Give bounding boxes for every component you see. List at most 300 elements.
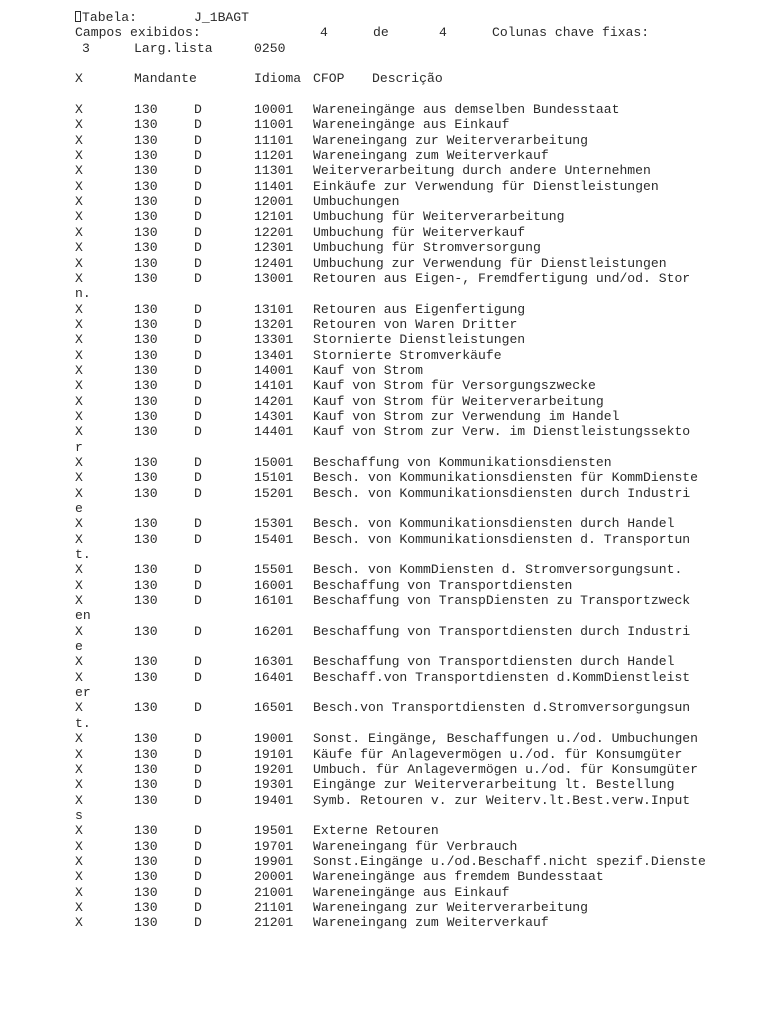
- cell-idioma: D: [194, 700, 202, 716]
- cell-x: X: [75, 332, 83, 348]
- cell-descricao: Beschaffung von TranspDiensten zu Transportzweck: [313, 593, 691, 609]
- cell-idioma: D: [194, 362, 202, 378]
- cell-idioma: D: [194, 132, 202, 148]
- cell-mandante: 130: [134, 347, 158, 363]
- cell-descricao: Stornierte Stromverkäufe: [313, 347, 502, 363]
- cell-x: X: [75, 209, 83, 225]
- cell-mandante: 130: [134, 777, 158, 793]
- cell-x: X: [75, 915, 83, 931]
- cell-mandante: 130: [134, 792, 158, 808]
- table-row: [75, 578, 755, 593]
- cell-cfop: 15501: [254, 562, 294, 578]
- cell-cfop: 16401: [254, 669, 294, 685]
- cell-mandante: 130: [134, 915, 158, 931]
- cell-mandante: 130: [134, 332, 158, 348]
- cell-descricao: Kauf von Strom für Weiterverarbeitung: [313, 393, 604, 409]
- cell-mandante: 130: [134, 654, 158, 670]
- cell-x: X: [75, 823, 83, 839]
- cell-x: X: [75, 194, 83, 210]
- cell-cfop: 10001: [254, 102, 294, 118]
- cell-mandante: 130: [134, 194, 158, 210]
- checkbox-icon: [75, 11, 81, 22]
- cell-mandante: 130: [134, 255, 158, 271]
- cell-mandante: 130: [134, 378, 158, 394]
- cell-x: X: [75, 270, 83, 286]
- cell-idioma: D: [194, 915, 202, 931]
- cell-cfop: 15401: [254, 531, 294, 547]
- cell-x: X: [75, 163, 83, 179]
- cell-idioma: D: [194, 332, 202, 348]
- row-wrap-continuation: [75, 440, 755, 455]
- larg-label: Larg.lista: [134, 40, 213, 56]
- cell-mandante: 130: [134, 270, 158, 286]
- cell-idioma: D: [194, 347, 202, 363]
- cell-mandante: 130: [134, 516, 158, 532]
- cell-cfop: 14001: [254, 362, 294, 378]
- cell-idioma: D: [194, 454, 202, 470]
- cell-idioma: D: [194, 178, 202, 194]
- wrap-text: er: [75, 685, 91, 701]
- table-row: [75, 240, 755, 255]
- cell-idioma: D: [194, 531, 202, 547]
- cell-cfop: 19901: [254, 853, 294, 869]
- cell-descricao: Beschaffung von Transportdiensten durch Industri: [313, 623, 691, 639]
- table-row: [75, 256, 755, 271]
- cell-x: X: [75, 577, 83, 593]
- cell-idioma: D: [194, 424, 202, 440]
- cell-descricao: Besch. von Kommunikationsdiensten durch Industri: [313, 485, 691, 501]
- tabela-label-group: [75, 10, 137, 25]
- sap-table-listing: [75, 10, 755, 931]
- cell-mandante: 130: [134, 132, 158, 148]
- cell-descricao: Besch. von Kommunikationsdiensten d. Transportun: [313, 531, 691, 547]
- cell-descricao: Umbuchung für Stromversorgung: [313, 240, 541, 256]
- cell-mandante: 130: [134, 316, 158, 332]
- cell-mandante: 130: [134, 362, 158, 378]
- cell-cfop: 13301: [254, 332, 294, 348]
- cell-idioma: D: [194, 869, 202, 885]
- cell-mandante: 130: [134, 531, 158, 547]
- cell-x: X: [75, 777, 83, 793]
- cell-x: X: [75, 516, 83, 532]
- cell-cfop: 19501: [254, 823, 294, 839]
- cell-cfop: 19001: [254, 731, 294, 747]
- table-row: [75, 117, 755, 132]
- cell-x: X: [75, 899, 83, 915]
- cell-idioma: D: [194, 654, 202, 670]
- cell-x: X: [75, 347, 83, 363]
- wrap-text: t.: [75, 715, 91, 731]
- cell-x: X: [75, 301, 83, 317]
- cell-mandante: 130: [134, 869, 158, 885]
- cell-x: X: [75, 316, 83, 332]
- cell-cfop: 13101: [254, 301, 294, 317]
- tabela-label: Tabela:: [82, 10, 138, 25]
- cell-descricao: Retouren aus Eigenfertigung: [313, 301, 526, 317]
- cell-descricao: Retouren von Waren Dritter: [313, 316, 518, 332]
- table-row: [75, 209, 755, 224]
- cell-mandante: 130: [134, 731, 158, 747]
- cell-mandante: 130: [134, 163, 158, 179]
- table-body: [75, 102, 755, 931]
- cell-cfop: 16101: [254, 593, 294, 609]
- cell-idioma: D: [194, 255, 202, 271]
- cell-x: X: [75, 378, 83, 394]
- cell-idioma: D: [194, 577, 202, 593]
- cell-x: X: [75, 761, 83, 777]
- cell-descricao: Umbuchung für Weiterverarbeitung: [313, 209, 565, 225]
- table-row: [75, 562, 755, 577]
- cell-descricao: Wareneingänge aus Einkauf: [313, 884, 510, 900]
- cell-idioma: D: [194, 316, 202, 332]
- cell-mandante: 130: [134, 899, 158, 915]
- table-row: [75, 317, 755, 332]
- cell-x: X: [75, 408, 83, 424]
- cell-cfop: 12201: [254, 224, 294, 240]
- row-wrap-continuation: [75, 685, 755, 700]
- cell-descricao: Wareneingang zur Weiterverarbeitung: [313, 132, 589, 148]
- cell-cfop: 19301: [254, 777, 294, 793]
- table-row: [75, 332, 755, 347]
- cell-idioma: D: [194, 240, 202, 256]
- cell-descricao: Beschaffung von Transportdiensten: [313, 577, 573, 593]
- cell-cfop: 14201: [254, 393, 294, 409]
- table-row: [75, 915, 755, 930]
- cell-x: X: [75, 454, 83, 470]
- col-header-idioma: Idioma: [254, 71, 302, 87]
- wrap-text: e: [75, 639, 83, 655]
- cell-mandante: 130: [134, 669, 158, 685]
- cell-x: X: [75, 117, 83, 133]
- cell-mandante: 130: [134, 761, 158, 777]
- cell-x: X: [75, 148, 83, 164]
- table-row: [75, 747, 755, 762]
- cell-descricao: Besch.von Transportdiensten d.Stromversorgungsun: [313, 700, 691, 716]
- cell-descricao: Einkäufe zur Verwendung für Dienstleistungen: [313, 178, 659, 194]
- cell-mandante: 130: [134, 485, 158, 501]
- cell-mandante: 130: [134, 240, 158, 256]
- cell-x: X: [75, 669, 83, 685]
- cell-x: X: [75, 792, 83, 808]
- cell-x: X: [75, 178, 83, 194]
- fixas-label: Colunas chave fixas:: [492, 25, 650, 41]
- column-header-row: [75, 71, 755, 86]
- table-row: [75, 102, 755, 117]
- cell-idioma: D: [194, 485, 202, 501]
- table-row: [75, 470, 755, 485]
- table-row: [75, 900, 755, 915]
- cell-cfop: 19101: [254, 746, 294, 762]
- cell-idioma: D: [194, 823, 202, 839]
- cell-x: X: [75, 255, 83, 271]
- cell-descricao: Umbuchung zur Verwendung für Dienstleistungen: [313, 255, 667, 271]
- table-row: [75, 225, 755, 240]
- cell-x: X: [75, 393, 83, 409]
- cell-cfop: 15201: [254, 485, 294, 501]
- campos-total: 4: [439, 25, 447, 41]
- cell-mandante: 130: [134, 393, 158, 409]
- table-row: [75, 593, 755, 608]
- cell-idioma: D: [194, 117, 202, 133]
- cell-x: X: [75, 424, 83, 440]
- table-row: [75, 133, 755, 148]
- cell-descricao: Wareneingang zur Weiterverarbeitung: [313, 899, 589, 915]
- col-header-descricao: Descrição: [372, 71, 443, 87]
- wrap-text: en: [75, 608, 91, 624]
- cell-descricao: Wareneingang zum Weiterverkauf: [313, 915, 549, 931]
- table-row: [75, 348, 755, 363]
- cell-idioma: D: [194, 163, 202, 179]
- cell-descricao: Besch. von KommDiensten d. Stromversorgungsunt.: [313, 562, 683, 578]
- cell-cfop: 21201: [254, 915, 294, 931]
- cell-cfop: 20001: [254, 869, 294, 885]
- table-row: [75, 302, 755, 317]
- table-row: [75, 424, 755, 439]
- table-row: [75, 486, 755, 501]
- header-line-campos: [75, 25, 755, 40]
- cell-descricao: Wareneingänge aus Einkauf: [313, 117, 510, 133]
- cell-idioma: D: [194, 408, 202, 424]
- table-row: [75, 885, 755, 900]
- cell-x: X: [75, 623, 83, 639]
- cell-descricao: Sonst.Eingänge u./od.Beschaff.nicht spezif.Dienste: [313, 853, 706, 869]
- cell-x: X: [75, 531, 83, 547]
- cell-x: X: [75, 700, 83, 716]
- table-row: [75, 777, 755, 792]
- cell-descricao: Wareneingang zum Weiterverkauf: [313, 148, 549, 164]
- row-wrap-continuation: [75, 547, 755, 562]
- cell-cfop: 16501: [254, 700, 294, 716]
- cell-cfop: 12401: [254, 255, 294, 271]
- cell-cfop: 13401: [254, 347, 294, 363]
- cell-mandante: 130: [134, 577, 158, 593]
- cell-mandante: 130: [134, 148, 158, 164]
- row-wrap-continuation: [75, 286, 755, 301]
- cell-cfop: 15101: [254, 470, 294, 486]
- table-row: [75, 670, 755, 685]
- cell-mandante: 130: [134, 823, 158, 839]
- cell-descricao: Kauf von Strom für Versorgungszwecke: [313, 378, 596, 394]
- cell-mandante: 130: [134, 884, 158, 900]
- cell-cfop: 11301: [254, 163, 294, 179]
- header-line-tabela: [75, 10, 755, 25]
- cell-idioma: D: [194, 224, 202, 240]
- cell-idioma: D: [194, 838, 202, 854]
- cell-descricao: Kauf von Strom: [313, 362, 424, 378]
- cell-cfop: 19701: [254, 838, 294, 854]
- cell-cfop: 12301: [254, 240, 294, 256]
- cell-cfop: 12001: [254, 194, 294, 210]
- table-row: [75, 624, 755, 639]
- cell-idioma: D: [194, 853, 202, 869]
- cell-idioma: D: [194, 393, 202, 409]
- table-row: [75, 516, 755, 531]
- table-row: [75, 854, 755, 869]
- cell-descricao: Eingänge zur Weiterverarbeitung lt. Bestellung: [313, 777, 675, 793]
- cell-cfop: 19201: [254, 761, 294, 777]
- cell-descricao: Wareneingänge aus demselben Bundesstaat: [313, 102, 620, 118]
- cell-x: X: [75, 485, 83, 501]
- table-row: [75, 378, 755, 393]
- cell-descricao: Stornierte Dienstleistungen: [313, 332, 526, 348]
- cell-x: X: [75, 562, 83, 578]
- cell-idioma: D: [194, 102, 202, 118]
- cell-descricao: Externe Retouren: [313, 823, 439, 839]
- cell-x: X: [75, 869, 83, 885]
- cell-mandante: 130: [134, 593, 158, 609]
- cell-mandante: 130: [134, 853, 158, 869]
- table-row: [75, 839, 755, 854]
- cell-x: X: [75, 470, 83, 486]
- col-header-cfop: CFOP: [313, 71, 345, 87]
- cell-cfop: 16201: [254, 623, 294, 639]
- cell-x: X: [75, 884, 83, 900]
- cell-cfop: 15001: [254, 454, 294, 470]
- table-row: [75, 409, 755, 424]
- table-row: [75, 731, 755, 746]
- cell-cfop: 15301: [254, 516, 294, 532]
- cell-mandante: 130: [134, 838, 158, 854]
- cell-descricao: Besch. von Kommunikationsdiensten für KommDienste: [313, 470, 699, 486]
- cell-idioma: D: [194, 792, 202, 808]
- table-row: [75, 148, 755, 163]
- cell-x: X: [75, 593, 83, 609]
- cell-descricao: Kauf von Strom zur Verw. im Dienstleistungssekto: [313, 424, 691, 440]
- cell-idioma: D: [194, 777, 202, 793]
- wrap-text: e: [75, 501, 83, 516]
- campos-shown: 4: [320, 25, 328, 41]
- cell-x: X: [75, 102, 83, 118]
- cell-idioma: D: [194, 746, 202, 762]
- cell-idioma: D: [194, 148, 202, 164]
- cell-idioma: D: [194, 562, 202, 578]
- blank-line: [75, 87, 755, 102]
- cell-x: X: [75, 746, 83, 762]
- cell-cfop: 14101: [254, 378, 294, 394]
- cell-cfop: 11401: [254, 178, 294, 194]
- campos-label: Campos exibidos:: [75, 25, 201, 41]
- cell-descricao: Weiterverarbeitung durch andere Unternehmen: [313, 163, 651, 179]
- cell-descricao: Kauf von Strom zur Verwendung im Handel: [313, 408, 620, 424]
- table-row: [75, 700, 755, 715]
- table-row: [75, 163, 755, 178]
- cell-mandante: 130: [134, 209, 158, 225]
- cell-mandante: 130: [134, 178, 158, 194]
- cell-idioma: D: [194, 669, 202, 685]
- col-header-x: X: [75, 71, 83, 87]
- table-row: [75, 793, 755, 808]
- cell-idioma: D: [194, 899, 202, 915]
- cell-cfop: 16301: [254, 654, 294, 670]
- row-wrap-continuation: [75, 808, 755, 823]
- cell-x: X: [75, 731, 83, 747]
- blank-line: [75, 56, 755, 71]
- cell-cfop: 13201: [254, 316, 294, 332]
- cell-mandante: 130: [134, 224, 158, 240]
- wrap-text: n.: [75, 286, 91, 302]
- cell-idioma: D: [194, 470, 202, 486]
- table-row: [75, 179, 755, 194]
- cell-descricao: Umbuchung für Weiterverkauf: [313, 224, 526, 240]
- cell-mandante: 130: [134, 470, 158, 486]
- cell-mandante: 130: [134, 301, 158, 317]
- cell-mandante: 130: [134, 746, 158, 762]
- cell-cfop: 14401: [254, 424, 294, 440]
- cell-idioma: D: [194, 731, 202, 747]
- cell-cfop: 16001: [254, 577, 294, 593]
- cell-x: X: [75, 240, 83, 256]
- cell-descricao: Käufe für Anlagevermögen u./od. für Konsumgüter: [313, 746, 683, 762]
- cell-idioma: D: [194, 209, 202, 225]
- table-row: [75, 194, 755, 209]
- cell-x: X: [75, 362, 83, 378]
- cell-cfop: 11201: [254, 148, 294, 164]
- cell-mandante: 130: [134, 700, 158, 716]
- cell-descricao: Retouren aus Eigen-, Fremdfertigung und/od. Stor: [313, 270, 691, 286]
- header-line-larg: [75, 41, 755, 56]
- cell-mandante: 130: [134, 562, 158, 578]
- cell-idioma: D: [194, 270, 202, 286]
- cell-descricao: Sonst. Eingänge, Beschaffungen u./od. Umbuchungen: [313, 731, 699, 747]
- cell-cfop: 14301: [254, 408, 294, 424]
- cell-cfop: 11001: [254, 117, 294, 133]
- cell-idioma: D: [194, 516, 202, 532]
- cell-idioma: D: [194, 884, 202, 900]
- table-row: [75, 532, 755, 547]
- cell-descricao: Besch. von Kommunikationsdiensten durch Handel: [313, 516, 675, 532]
- cell-descricao: Wareneingänge aus fremdem Bundesstaat: [313, 869, 604, 885]
- cell-idioma: D: [194, 761, 202, 777]
- cell-descricao: Symb. Retouren v. zur Weiterv.lt.Best.verw.Input: [313, 792, 691, 808]
- cell-descricao: Umbuchungen: [313, 194, 400, 210]
- row-wrap-continuation: [75, 608, 755, 623]
- fixas-value: 3: [82, 40, 90, 56]
- cell-cfop: 19401: [254, 792, 294, 808]
- cell-mandante: 130: [134, 623, 158, 639]
- cell-cfop: 21101: [254, 899, 294, 915]
- tabela-value: J_1BAGT: [194, 10, 250, 25]
- col-header-mandante: Mandante: [134, 71, 197, 87]
- cell-x: X: [75, 838, 83, 854]
- row-wrap-continuation: [75, 716, 755, 731]
- table-row: [75, 654, 755, 669]
- table-row: [75, 762, 755, 777]
- table-row: [75, 363, 755, 378]
- cell-descricao: Umbuch. für Anlagevermögen u./od. für Konsumgüter: [313, 761, 699, 777]
- table-row: [75, 271, 755, 286]
- cell-idioma: D: [194, 301, 202, 317]
- cell-descricao: Beschaffung von Transportdiensten durch Handel: [313, 654, 675, 670]
- cell-mandante: 130: [134, 408, 158, 424]
- table-row: [75, 869, 755, 884]
- campos-de: de: [373, 25, 389, 41]
- row-wrap-continuation: [75, 639, 755, 654]
- cell-mandante: 130: [134, 117, 158, 133]
- cell-idioma: D: [194, 623, 202, 639]
- cell-cfop: 21001: [254, 884, 294, 900]
- cell-mandante: 130: [134, 454, 158, 470]
- cell-idioma: D: [194, 593, 202, 609]
- cell-mandante: 130: [134, 102, 158, 118]
- cell-x: X: [75, 132, 83, 148]
- cell-x: X: [75, 224, 83, 240]
- cell-cfop: 11101: [254, 132, 294, 148]
- cell-x: X: [75, 654, 83, 670]
- wrap-text: r: [75, 439, 83, 455]
- table-row: [75, 823, 755, 838]
- cell-cfop: 13001: [254, 270, 294, 286]
- cell-idioma: D: [194, 194, 202, 210]
